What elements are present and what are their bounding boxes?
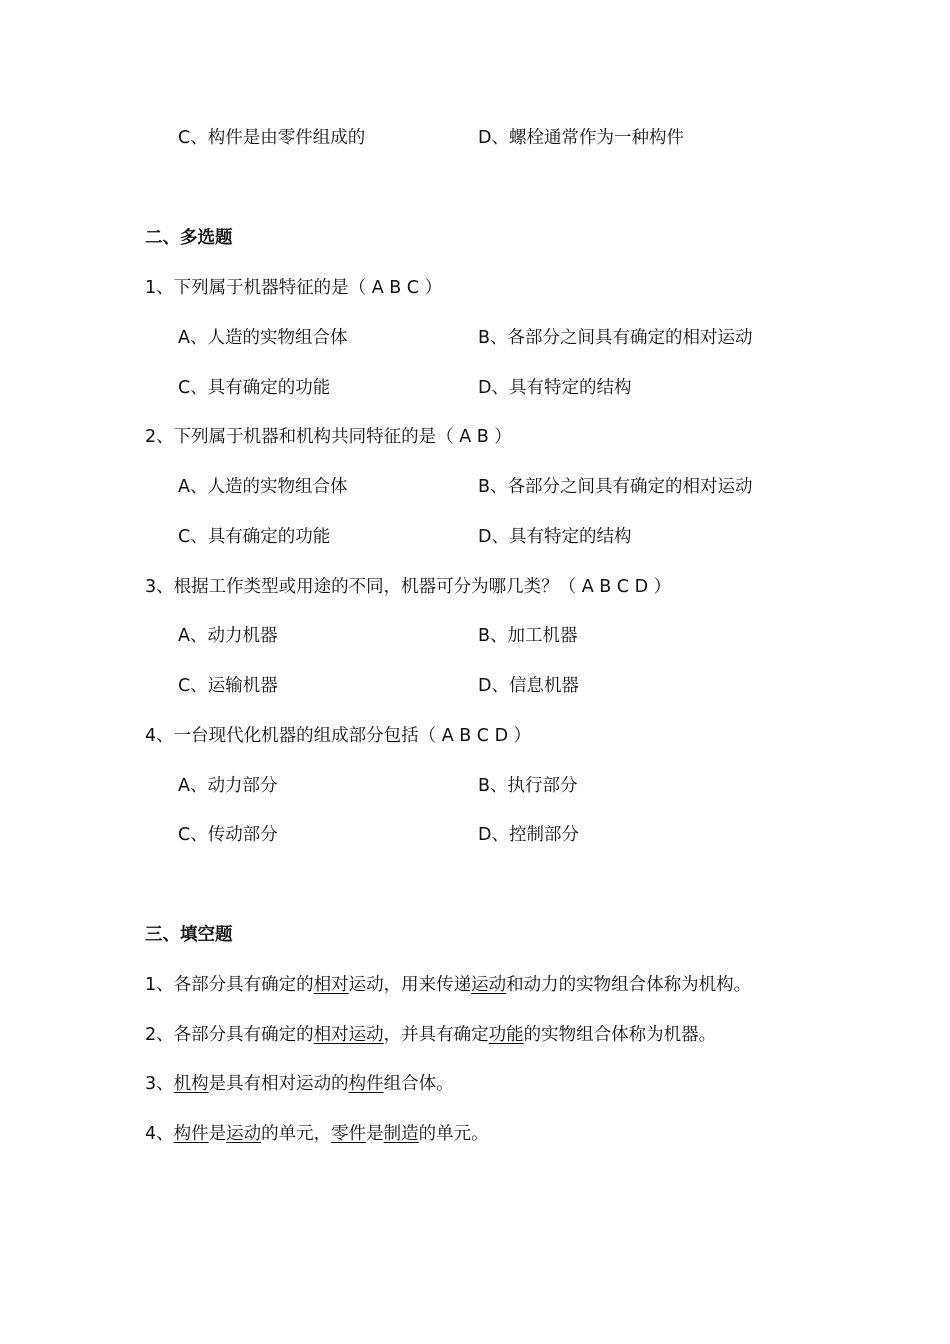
blank-answer: 构件 <box>348 1074 384 1094</box>
text: 的单元。 <box>418 1124 489 1144</box>
blank-answer: 零件 <box>331 1124 367 1144</box>
question-stem: 4、一台现代化机器的组成部分包括（ A B C D ） <box>145 726 532 746</box>
text: 和动力的实物组合体称为机构。 <box>506 975 752 995</box>
option-b: B、各部分之间具有确定的相对运动 <box>478 328 753 348</box>
option-c: C、构件是由零件组成的 <box>178 128 366 148</box>
question-stem: 2、下列属于机器和机构共同特征的是（ A B ） <box>145 427 512 447</box>
option-c: C、具有确定的功能 <box>178 378 331 398</box>
option-d: D、信息机器 <box>478 676 579 696</box>
text: 的单元， <box>261 1124 332 1144</box>
text: ，并具有确定 <box>383 1025 489 1045</box>
blank-answer: 相对运动 <box>313 1025 384 1045</box>
text: 组合体。 <box>383 1074 454 1094</box>
option-c: C、传动部分 <box>178 825 278 845</box>
option-b: B、加工机器 <box>478 626 578 646</box>
fill-item <box>145 1072 454 1096</box>
blank-answer: 构件 <box>173 1124 209 1144</box>
blank-answer: 功能 <box>488 1025 524 1045</box>
option-a: A、人造的实物组合体 <box>178 477 348 497</box>
option-d: D、控制部分 <box>478 825 579 845</box>
option-d: D、螺栓通常作为一种构件 <box>478 128 684 148</box>
text: 是 <box>208 1124 227 1144</box>
question-stem: 3、根据工作类型或用途的不同，机器可分为哪几类？（ A B C D ） <box>145 577 672 597</box>
text: 是 <box>366 1124 384 1144</box>
section-heading-fill-blank: 三、填空题 <box>145 925 233 945</box>
option-b: B、执行部分 <box>478 776 578 796</box>
text: 运动，用来传递 <box>348 975 472 995</box>
option-d: D、具有特定的结构 <box>478 527 632 547</box>
option-b: B、各部分之间具有确定的相对运动 <box>478 477 753 497</box>
blank-answer: 运动 <box>226 1124 262 1144</box>
question-stem: 1、下列属于机器特征的是（ A B C ） <box>145 278 443 298</box>
text: 1、各部分具有确定的 <box>145 975 314 995</box>
text: 是具有相对运动的 <box>208 1074 349 1094</box>
option-c: C、具有确定的功能 <box>178 527 331 547</box>
option-c: C、运输机器 <box>178 676 278 696</box>
blank-answer: 制造 <box>383 1124 419 1144</box>
blank-answer: 机构 <box>173 1074 209 1094</box>
text: 的实物组合体称为机器。 <box>523 1025 717 1045</box>
fill-item <box>145 1122 489 1146</box>
fill-item <box>145 973 751 997</box>
fill-item <box>145 1023 716 1047</box>
option-a: A、动力部分 <box>178 776 278 796</box>
option-a: A、人造的实物组合体 <box>178 328 348 348</box>
blank-answer: 运动 <box>471 975 507 995</box>
option-a: A、动力机器 <box>178 626 278 646</box>
section-heading-multi-choice: 二、多选题 <box>145 228 233 248</box>
text: 3、 <box>145 1074 174 1094</box>
text: 2、各部分具有确定的 <box>145 1025 314 1045</box>
blank-answer: 相对 <box>313 975 349 995</box>
text: 4、 <box>145 1124 174 1144</box>
option-d: D、具有特定的结构 <box>478 378 632 398</box>
